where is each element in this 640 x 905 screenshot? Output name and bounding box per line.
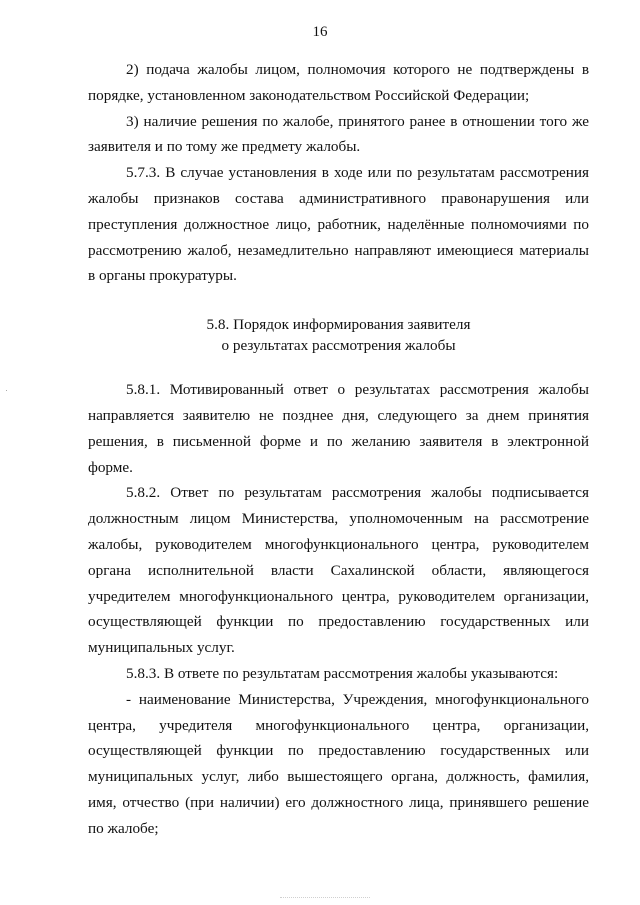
paragraph-item-3: 3) наличие решения по жалобе, принятого ранее в отношении того же заявителя и по тому же предмету жалобы. bbox=[88, 112, 589, 156]
bottom-scan-mark bbox=[280, 897, 370, 900]
paragraph-5-8-3: 5.8.3. В ответе по результатам рассмотрения жалобы указываются: bbox=[126, 664, 559, 682]
paragraph-5-8-1: 5.8.1. Мотивированный ответ о результатах рассмотрения жалобы направляется заявителю не позднее дня, следующего за днем принятия решения, в письменной форме и по желанию заявителя в электронной форме. bbox=[88, 381, 589, 476]
section-heading-5-8 bbox=[88, 314, 589, 356]
section-heading-line-1: 5.8. Порядок информирования заявителя bbox=[206, 316, 471, 334]
section-heading-line-2: о результатах рассмотрения жалобы bbox=[221, 337, 456, 355]
paragraph-list-item: - наименование Министерства, Учреждения, многофункционального центра, учредителя многофункционального центра, организации, осуществляющей функции по предоставлению государственных или муниципальных услуг, либо вышестоящего органа, должность, фамилия, имя, отчество (при наличии) его должностного лица, принявшего решение по жалобе; bbox=[88, 690, 589, 837]
paragraph-item-2: 2) подача жалобы лицом, полномочия которого не подтверждены в порядке, установленном законодательством Российской Федерации; bbox=[88, 61, 589, 104]
document-body bbox=[88, 57, 589, 842]
page-number: 16 bbox=[312, 24, 328, 40]
paragraph-5-7-3: 5.7.3. В случае установления в ходе или по результатам рассмотрения жалобы признаков состава административного правонарушения или преступления должностное лицо, работник, наделённые полномочиями по рассмотрению жалоб, незамедлительно направляют имеющиеся материалы в органы прокуратуры. bbox=[88, 164, 589, 285]
scan-dot-mark bbox=[6, 390, 7, 391]
paragraph-5-8-2: 5.8.2. Ответ по результатам рассмотрения жалобы подписывается должностным лицом Министерства, уполномоченным на рассмотрение жалобы, руководителем многофункционального центра, руководителем органа исполнительной власти Сахалинской области, являющегося учредителем многофункционального центра, руководителем организации, осуществляющей функции по предоставлению государственных или муниципальных услуг. bbox=[88, 484, 589, 657]
